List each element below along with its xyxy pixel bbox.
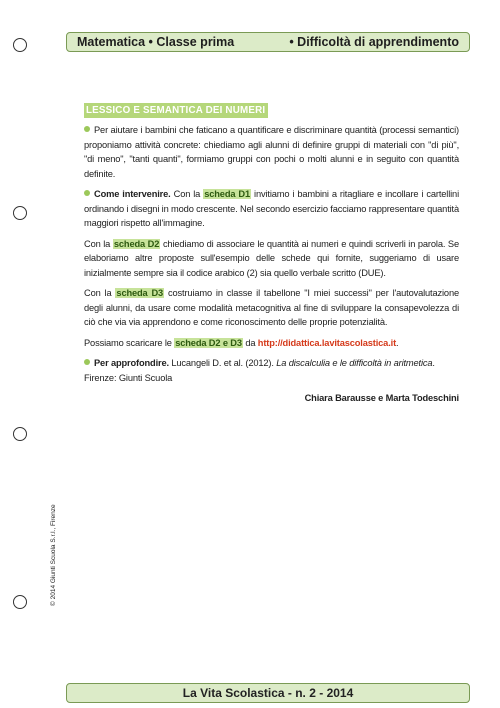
binder-hole — [13, 206, 27, 220]
download-link[interactable]: http://didattica.lavitascolastica.it — [257, 337, 397, 348]
scheda-d2-highlight: scheda D2 — [113, 238, 160, 249]
section-title: LESSICO E SEMANTICA DEI NUMERI — [84, 103, 268, 118]
bullet-icon — [84, 190, 90, 196]
text: Lucangeli D. et al. (2012). — [171, 358, 274, 368]
text: . — [396, 337, 399, 348]
copyright-notice: © 2014 Giunti Scuola S.r.l., Firenze — [50, 504, 57, 606]
article-body — [84, 103, 459, 406]
lead-text: Per approfondire. — [94, 358, 169, 368]
authors-signature: Chiara Barausse e Marta Todeschini — [304, 393, 459, 403]
text: da — [245, 337, 256, 348]
bullet-icon — [84, 359, 90, 365]
text: Con la — [173, 189, 201, 199]
paragraph-scheda-d3 — [84, 286, 459, 330]
footer-text: La Vita Scolastica - n. 2 - 2014 — [182, 686, 354, 700]
page-header — [66, 32, 470, 52]
binder-hole — [13, 38, 27, 52]
text: Con la — [84, 238, 111, 249]
page-footer — [66, 683, 470, 703]
text: invitiamo i bambini a ritagliare e incollare i cartellini ordinando i disegni in modo crescente. Nel secondo esercizio facciamo rappresentare quantità maggiori rispetto all'immagine. — [84, 189, 459, 228]
scheda-d2-d3-highlight: scheda D2 e D3 — [175, 337, 242, 348]
binder-hole — [13, 595, 27, 609]
text: Possiamo scaricare le — [84, 337, 172, 348]
paragraph-intro — [84, 123, 459, 181]
paragraph-scheda-d2 — [84, 237, 459, 281]
paragraph-text: Per aiutare i bambini che faticano a quantificare e discriminare quantità (processi semantici) proponiamo attività concrete: chiediamo agli alunni di definire gruppi di materiali con "di più", "di meno", "tanti quanti", formiamo gruppi con pochi o molti alunni e in seguito con quantità definite. — [84, 125, 459, 179]
text: . Firenze: Giunti Scuola — [84, 358, 435, 383]
binder-hole — [13, 427, 27, 441]
text: costruiamo in classe il tabellone "I miei successi" per l'autovalutazione degli alunni, da usare come modalità metacognitiva al fine di sviluppare la consapevolezza di ciò che via via apprendono e come riconoscimento delle proprie potenzialità. — [84, 288, 459, 327]
lead-text: Come intervenire. — [94, 189, 171, 199]
book-title: La discalculia e le difficoltà in aritmetica — [276, 358, 433, 368]
bullet-icon — [84, 126, 90, 132]
paragraph-download — [84, 336, 459, 351]
header-subject: Matematica • Classe prima — [77, 35, 235, 49]
paragraph-references — [84, 356, 459, 385]
header-topic: • Difficoltà di apprendimento — [289, 35, 459, 49]
text: Con la — [84, 288, 112, 298]
scheda-d1-highlight: scheda D1 — [204, 189, 250, 199]
text: chiediamo di associare le quantità ai numeri e quindi scriverli in parola. Se elaboriamo altre proposte sull'esempio delle schede qui fornite, suggeriamo di usare inizialmente sempre sia il codice arabico (2) sia quello verbale scritto (DUE). — [84, 238, 459, 278]
scheda-d3-highlight: scheda D3 — [116, 288, 164, 298]
paragraph-scheda-d1 — [84, 187, 459, 231]
